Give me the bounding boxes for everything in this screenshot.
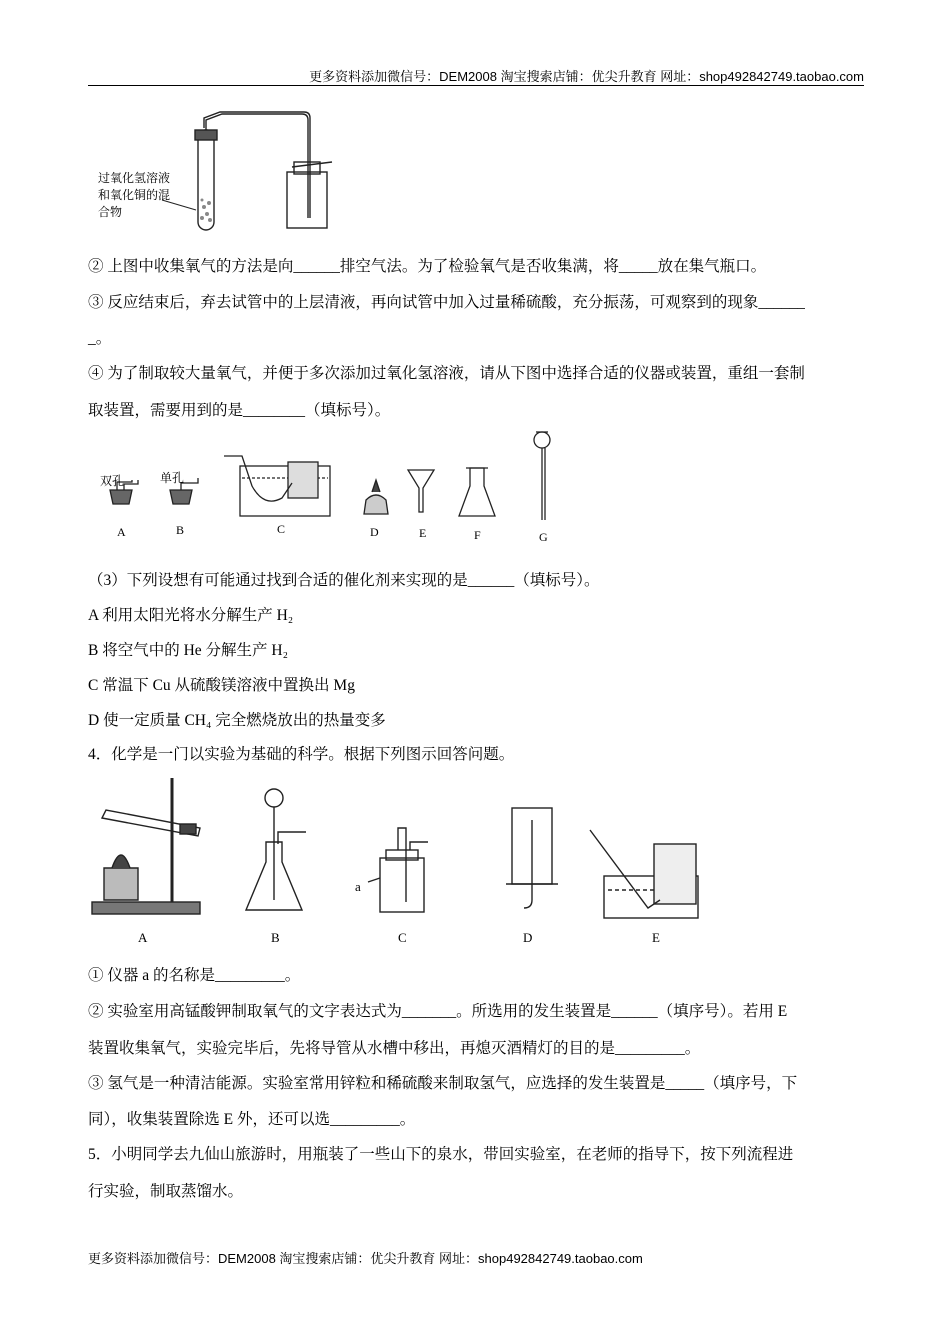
label-single-hole: 单孔 bbox=[160, 471, 185, 485]
figure1-label: 过氧化氢溶液 和氧化铜的混 合物 bbox=[98, 171, 171, 219]
label-fig2-A: A bbox=[117, 525, 126, 539]
label-fig2-C: C bbox=[277, 522, 286, 536]
label-instrument-a: a bbox=[355, 879, 361, 894]
page-header: 更多资料添加微信号：DEM2008 淘宝搜索店铺：优尖升教育 网址：shop492842749.taobao.com bbox=[309, 69, 864, 84]
question-4: ④ 为了制取较大量氧气，并便于多次添加过氧化氢溶液，请从下图中选择合适的仪器或装置，重组一套制 bbox=[88, 365, 805, 382]
device-C bbox=[368, 828, 428, 912]
label-fig2-F: F bbox=[474, 528, 481, 542]
question-3-cont: _。 bbox=[88, 330, 112, 347]
subquestion-3: （3）下列设想有可能通过找到合适的催化剂来实现的是______（填标号）。 bbox=[88, 572, 600, 589]
option-C: C 常温下 Cu 从硫酸镁溶液中置换出 Mg bbox=[88, 677, 355, 694]
long-neck-funnel bbox=[534, 432, 550, 520]
device-D bbox=[506, 808, 558, 908]
page-footer: 更多资料添加微信号：DEM2008 淘宝搜索店铺：优尖升教育 网址：shop492842749.taobao.com bbox=[88, 1251, 643, 1266]
question-3: ③ 反应结束后，弃去试管中的上层清液，再向试管中加入过量稀硫酸，充分振荡，可观察到的现象______ bbox=[88, 294, 805, 311]
conical-flask bbox=[459, 468, 495, 516]
collection-bottle bbox=[287, 172, 327, 228]
question-4-title: 4．化学是一门以实验为基础的科学。根据下列图示回答问题。 bbox=[88, 746, 515, 763]
label-double-hole: 双孔 bbox=[100, 474, 125, 488]
label-fig3-D: D bbox=[523, 930, 533, 945]
device-A bbox=[92, 778, 200, 914]
option-B: B 将空气中的 He 分解生产 H₂ bbox=[88, 642, 289, 659]
alcohol-lamp bbox=[364, 480, 388, 514]
label-fig2-G: G bbox=[539, 530, 548, 544]
water-trough bbox=[224, 456, 330, 516]
question-c2: ② 实验室用高锰酸钾制取氧气的文字表达式为_______。所选用的发生装置是______（填序号）。若用 E bbox=[88, 1003, 788, 1020]
label-fig3-E: E bbox=[652, 930, 660, 945]
question-c3-cont: 同），收集装置除选 E 外，还可以选_________。 bbox=[88, 1111, 416, 1128]
device-B bbox=[246, 789, 306, 910]
option-D: D 使一定质量 CH₄ 完全燃烧放出的热量变多 bbox=[88, 712, 386, 729]
question-c2-cont: 装置收集氧气，实验完毕后，先将导管从水槽中移出，再熄灭酒精灯的目的是_________。 bbox=[88, 1040, 701, 1057]
label-fig2-E: E bbox=[419, 526, 427, 540]
figure-apparatus-choices bbox=[92, 428, 572, 548]
label-fig3-C: C bbox=[398, 930, 407, 945]
label-fig2-D: D bbox=[370, 525, 379, 539]
question-2: ② 上图中收集氧气的方法是向______排空气法。为了检验氧气是否收集满，将_____放在集气瓶口。 bbox=[88, 258, 767, 275]
question-4-cont: 取装置，需要用到的是________（填标号）。 bbox=[88, 402, 391, 419]
question-c3: ③ 氢气是一种清洁能源。实验室常用锌粒和稀硫酸来制取氢气，应选择的发生装置是_____（填序号，下 bbox=[88, 1075, 798, 1092]
label-fig2-B: B bbox=[176, 523, 185, 537]
question-5-cont: 行实验，制取蒸馏水。 bbox=[88, 1183, 244, 1200]
device-E bbox=[590, 830, 698, 918]
question-5: 5．小明同学去九仙山旅游时，用瓶装了一些山下的泉水，带回实验室，在老师的指导下，按下列流程进 bbox=[88, 1146, 794, 1163]
figure-lab-devices bbox=[88, 772, 708, 922]
label-fig3-B: B bbox=[271, 930, 280, 945]
delivery-tube bbox=[206, 114, 308, 218]
funnel bbox=[408, 470, 434, 512]
question-c1: ① 仪器 a 的名称是_________。 bbox=[88, 967, 301, 984]
option-A: A 利用太阳光将水分解生产 H₂ bbox=[88, 607, 294, 624]
label-fig3-A: A bbox=[138, 930, 148, 945]
header-divider bbox=[88, 85, 864, 86]
